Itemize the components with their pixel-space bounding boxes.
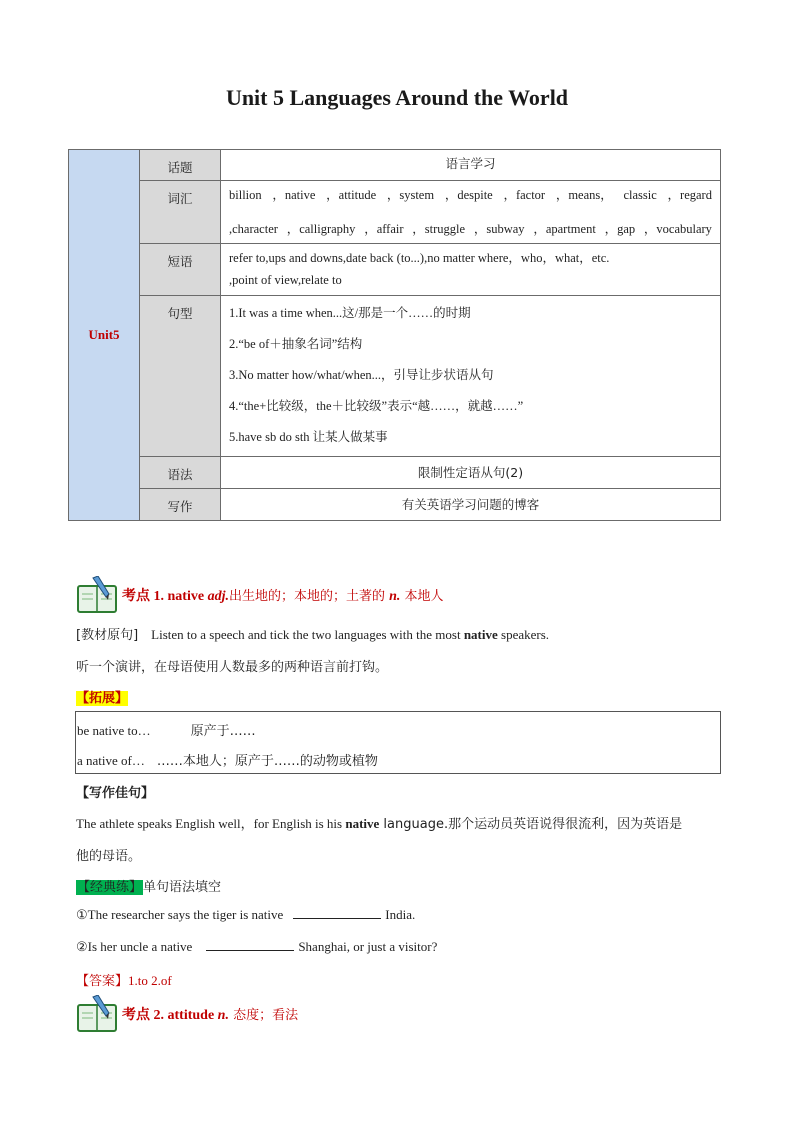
vocab-word: ，despite: [444, 188, 493, 202]
extension-box: [75, 711, 721, 774]
writing-value: 有关英语学习问题的博客: [221, 489, 721, 521]
vocab-label: 词汇: [140, 181, 221, 244]
answer-blank[interactable]: [206, 939, 294, 951]
extension-line-1: [77, 720, 256, 739]
pattern-value: [221, 296, 721, 457]
phrase-line-1: refer to,ups and downs,date back (to...),no matter where，who，what，etc.: [229, 251, 610, 265]
extension-line-2: [77, 750, 378, 769]
source-text-end: speakers.: [497, 627, 550, 642]
kaodian-1-meaning-2: 本地人: [400, 589, 444, 604]
question-text-end: Shanghai, or just a visitor?: [298, 939, 438, 954]
answer-line: [76, 970, 172, 989]
phrase-value: [221, 244, 721, 296]
unit-summary-table: [68, 149, 721, 521]
vocab-word: ，attitude: [326, 188, 377, 202]
vocab-word: ，vocabulary: [643, 222, 712, 236]
topic-value: 语言学习: [221, 150, 721, 181]
grammar-value: 限制性定语从句(2): [221, 457, 721, 489]
page-title: Unit 5 Languages Around the World: [225, 85, 569, 110]
kaodian-2-word: 考点 2. attitude: [122, 1008, 218, 1023]
answer-blank[interactable]: [293, 907, 381, 919]
writing-sentence-line-2: 他的母语。: [76, 849, 142, 864]
kaodian-1-title: [122, 585, 444, 605]
writing-label: 写作: [140, 489, 221, 521]
book-pen-icon: [76, 576, 118, 614]
writing-sentence-text: The athlete speaks English well，for English is his: [76, 816, 346, 831]
book-pen-icon: [76, 995, 118, 1033]
practice-question-2: [76, 939, 437, 955]
kaodian-1-pos: adj.: [207, 589, 229, 604]
extension-phrase: a native of…: [77, 753, 145, 768]
vocab-line-1: [229, 184, 712, 206]
vocab-word: billion: [229, 188, 262, 202]
pattern-item: 1.It was a time when...这/那是一个……的时期: [229, 306, 471, 320]
question-text: ①The researcher says the tiger is native: [76, 907, 284, 922]
kaodian-2-meaning: 态度；看法: [228, 1008, 299, 1023]
extension-heading: [76, 687, 128, 706]
source-text: Listen to a speech and tick the two languages with the most: [151, 627, 464, 642]
kaodian-2-title: [122, 1004, 298, 1024]
topic-label: 话题: [140, 150, 221, 181]
pattern-item: 3.No matter how/what/when...，引导让步状语从句: [229, 368, 494, 382]
vocab-word: ，means，: [555, 188, 613, 202]
writing-sentence-heading: 【写作佳句】: [76, 786, 155, 801]
extension-meaning: ……本地人；原产于……的动物或植物: [156, 754, 378, 769]
source-translation: 听一个演讲，在母语使用人数最多的两种语言前打钩。: [76, 660, 389, 675]
writing-sentence-bold: native: [345, 816, 380, 831]
practice-heading: [76, 876, 221, 895]
question-text: ②Is her uncle a native: [76, 939, 193, 954]
vocab-word: ，system: [386, 188, 435, 202]
vocab-word: classic: [623, 188, 657, 202]
kaodian-1-heading: [76, 576, 444, 614]
vocab-word: ,character: [229, 222, 278, 236]
writing-sentence-text-end: language.那个运动员英语说得很流利，因为英语是: [379, 817, 683, 832]
pattern-item: 4.“the+比较级，the＋比较级”表示“越……，就越……”: [229, 399, 524, 413]
extension-tag: 【拓展】: [76, 691, 129, 706]
pattern-item: 2.“be of＋抽象名词”结构: [229, 337, 363, 351]
pattern-item: 5.have sb do sth 让某人做某事: [229, 430, 388, 444]
vocab-word: ，struggle: [412, 222, 466, 236]
vocab-word: ，calligraphy: [286, 222, 356, 236]
source-sentence: [76, 624, 549, 643]
vocab-word: ，subway: [473, 222, 525, 236]
question-text-end: India.: [385, 907, 416, 922]
vocab-word: ，factor: [503, 188, 546, 202]
grammar-label: 语法: [140, 457, 221, 489]
vocab-word: ，affair: [364, 222, 404, 236]
source-tag: [教材原句]: [76, 628, 139, 643]
practice-tag: 【经典练】: [77, 880, 143, 895]
writing-sentence: [76, 813, 682, 832]
kaodian-1-meaning: 出生地的；本地的；土著的: [228, 589, 390, 604]
answer-value: 1.to 2.of: [128, 973, 172, 988]
extension-phrase: be native to…: [77, 723, 151, 738]
practice-instruction: 单句语法填空: [143, 880, 222, 895]
extension-meaning: 原产于……: [190, 724, 256, 739]
phrase-line-2: ,point of view,relate to: [229, 273, 342, 287]
unit-label: Unit5: [69, 150, 140, 521]
kaodian-2-heading: [76, 995, 298, 1033]
kaodian-2-pos: n.: [217, 1008, 229, 1023]
kaodian-1-pos-2: n.: [389, 589, 401, 604]
practice-question-1: [76, 907, 415, 923]
vocab-word: ，gap: [604, 222, 636, 236]
phrase-label: 短语: [140, 244, 221, 296]
answer-tag: 【答案】: [76, 974, 129, 989]
pattern-label: 句型: [140, 296, 221, 457]
vocab-line-2: [229, 218, 712, 240]
source-bold-word: native: [463, 627, 498, 642]
vocab-word: ，native: [272, 188, 316, 202]
kaodian-1-word: 考点 1. native: [122, 589, 208, 604]
vocab-word: ，regard: [667, 188, 712, 202]
vocab-word: ，apartment: [533, 222, 596, 236]
vocab-value: [221, 181, 721, 244]
